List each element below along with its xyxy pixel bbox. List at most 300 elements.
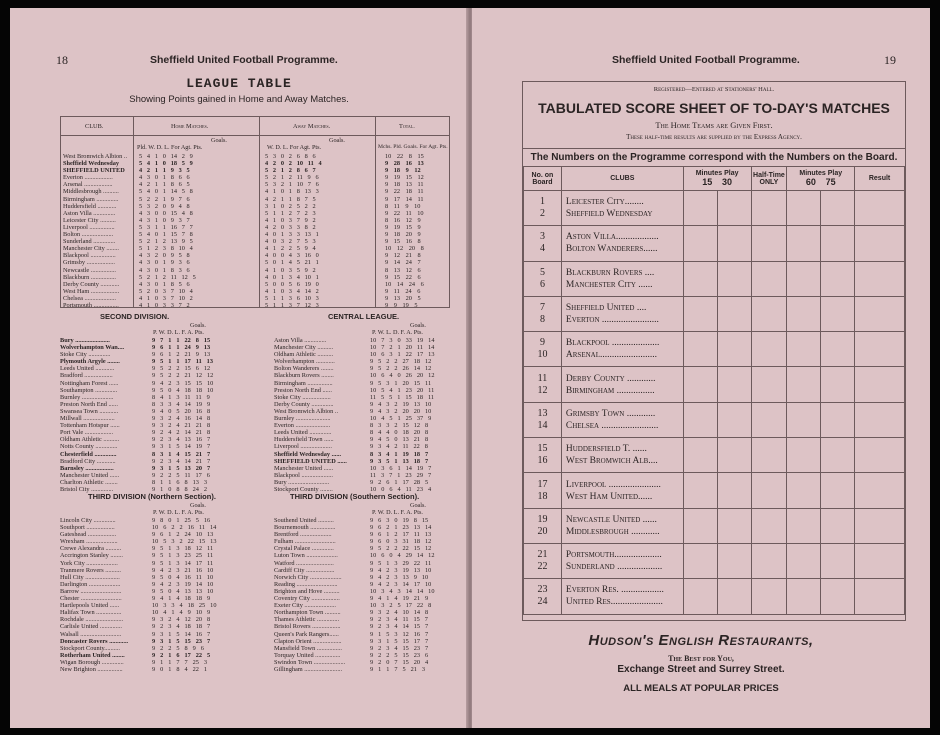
board-number-away: 24 [537, 596, 548, 608]
club-name: Reading .......................... [274, 580, 338, 588]
away-stats: 4 1 0 1 8 13 3 [265, 188, 319, 196]
home-stats: 5 3 2 0 9 4 8 [139, 202, 190, 210]
score-half-time[interactable] [751, 438, 787, 473]
score-half-time[interactable] [751, 543, 787, 578]
table-row [274, 645, 458, 652]
table-row [274, 631, 458, 638]
club-stats: 9 6 1 2 21 9 13 [152, 351, 211, 359]
match-row [524, 332, 905, 367]
club-stats: 9 3 1 5 13 20 7 [152, 464, 211, 472]
score-15[interactable] [683, 543, 717, 578]
score-15[interactable] [683, 438, 717, 473]
score-result[interactable] [855, 543, 905, 578]
club-name: Middlesbrough .......... [63, 188, 119, 196]
board-number-home: 21 [537, 549, 548, 561]
match-row [524, 438, 905, 473]
score-60[interactable] [787, 367, 821, 402]
score-15[interactable] [683, 261, 717, 296]
half-time-note: These half-time results are supplied by the Express Agency. [626, 133, 802, 141]
club-name: Southend United .......... [274, 517, 334, 524]
score-30[interactable] [717, 332, 751, 367]
club-stats: 11 3 7 1 23 29 7 [370, 471, 432, 479]
total-stats: 9 9 19 5 [385, 301, 418, 309]
score-60[interactable] [787, 508, 821, 543]
score-half-time[interactable] [751, 367, 787, 402]
table-row [274, 531, 458, 538]
table-row [63, 167, 447, 174]
away-club: Sunderland ................... [565, 562, 663, 573]
home-stats: 5 2 2 1 9 7 6 [139, 195, 190, 203]
match-clubs [561, 402, 683, 437]
away-stats: 4 0 0 4 3 16 0 [265, 252, 319, 260]
club-stats: 9 1 1 7 5 21 3 [370, 665, 426, 673]
league-table-rows [63, 153, 447, 309]
club-stats: 9 5 1 3 23 25 11 [152, 552, 214, 560]
club-name: Gillingham ........................ [274, 665, 343, 673]
away-club: Middlesbrough ............ [565, 526, 660, 537]
table-row [274, 638, 458, 645]
total-stats: 9 14 24 7 [385, 259, 421, 267]
score-15[interactable] [683, 402, 717, 437]
score-60[interactable] [787, 402, 821, 437]
club-stats: 9 5 2 2 26 14 12 [370, 365, 432, 373]
table-row [274, 595, 458, 602]
score-half-time[interactable] [751, 579, 787, 614]
score-60[interactable] [787, 261, 821, 296]
home-club: Aston Villa.................. [565, 232, 659, 243]
club-name: Wrexham .................... [60, 538, 118, 546]
club-name: Bournemouth ................ [274, 524, 336, 532]
table-row [60, 472, 258, 479]
club-stats: 9 4 1 4 18 18 9 [152, 595, 211, 603]
total-stats: 9 22 11 10 [385, 209, 424, 217]
table-row [274, 394, 458, 401]
third-north-rows [60, 517, 258, 673]
away-stats: 5 1 1 2 7 2 3 [265, 209, 316, 217]
running-head-right: Sheffield United Football Programme. [612, 54, 800, 66]
match-clubs [561, 332, 683, 367]
club-stats: 9 3 1 5 14 16 7 [152, 630, 211, 638]
header-away: Away Matches. [293, 123, 331, 130]
home-stats: 4 2 1 1 8 6 5 [139, 181, 190, 189]
total-stats: 9 19 15 9 [385, 223, 421, 231]
table-row [274, 623, 458, 630]
score-30[interactable] [717, 473, 751, 508]
second-division-rows [60, 337, 258, 493]
club-stats: 9 3 1 5 15 17 7 [370, 637, 429, 645]
total-cols-header: Mchs. Pld. Goals. For Agt. Pts. [378, 144, 448, 150]
score-half-time[interactable] [751, 473, 787, 508]
club-stats: 9 0 1 8 4 22 1 [152, 665, 208, 673]
club-stats: 10 5 3 2 22 15 13 [152, 538, 217, 546]
board-number-away: 20 [537, 525, 548, 537]
score-15[interactable] [683, 508, 717, 543]
board-numbers [524, 296, 562, 331]
score-half-time[interactable] [751, 332, 787, 367]
club-stats: 9 3 5 1 13 18 7 [370, 457, 429, 465]
table-row [60, 517, 258, 524]
score-15[interactable] [683, 367, 717, 402]
score-15[interactable] [683, 579, 717, 614]
home-club: Leicester City........ [565, 197, 644, 208]
club-name: Southampton .............. [60, 386, 118, 394]
score-75[interactable] [821, 332, 855, 367]
home-teams-note: The Home Teams are Given First. [655, 120, 773, 130]
away-stats: 5 2 1 2 11 9 6 [265, 174, 319, 182]
club-name: Barrow .......................... [60, 587, 122, 595]
away-stats: 4 0 3 2 7 5 3 [265, 238, 316, 246]
club-stats: 10 6 0 4 29 14 12 [370, 552, 435, 560]
score-60[interactable] [787, 191, 821, 226]
table-row [63, 295, 447, 302]
away-stats: 4 2 0 3 3 8 2 [265, 223, 316, 231]
match-row [524, 543, 905, 578]
table-row [60, 422, 258, 429]
central-league-rows [274, 337, 458, 493]
club-stats: 9 5 2 2 22 15 12 [370, 545, 432, 553]
club-stats: 9 5 1 3 14 17 11 [152, 559, 214, 567]
table-row [60, 443, 258, 450]
club-name: Plymouth Argyle ........ [60, 358, 120, 366]
club-name: Manchester City .......... [274, 344, 334, 352]
table-row [274, 422, 458, 429]
club-name: Leicester City .......... [63, 216, 116, 224]
home-stats: 5 4 1 0 18 5 9 [139, 160, 193, 168]
club-name: Charlton Athletic ........ [60, 478, 118, 486]
table-row [63, 153, 447, 160]
match-clubs [561, 296, 683, 331]
club-name: Chelsea .................... [63, 294, 116, 302]
board-number-away: 14 [537, 419, 548, 431]
club-name: Brentford .................... [274, 531, 332, 539]
board-number-away: 22 [537, 561, 548, 573]
table-row [274, 479, 458, 486]
club-stats: 10 3 6 1 14 19 7 [370, 464, 432, 472]
third-north-header: P. W. D. L. F. A. Pts. [153, 509, 204, 516]
score-75[interactable] [821, 296, 855, 331]
score-75[interactable] [821, 543, 855, 578]
score-result[interactable] [855, 261, 905, 296]
club-stats: 10 7 2 1 20 11 14 [370, 344, 435, 352]
home-club: Liverpool ...................... [565, 479, 661, 490]
club-name: Northampton Town .......... [274, 609, 341, 617]
board-number-away: 16 [537, 455, 548, 467]
header-home: Home Matches. [171, 123, 209, 130]
club-stats: 9 4 2 3 15 15 10 [152, 379, 214, 387]
score-60[interactable] [787, 473, 821, 508]
score-result[interactable] [855, 191, 905, 226]
score-30[interactable] [717, 543, 751, 578]
score-30[interactable] [717, 508, 751, 543]
header-clubs: CLUBS [561, 167, 683, 191]
board-number-home: 9 [539, 337, 545, 349]
away-stats: 5 3 2 1 10 7 6 [265, 181, 319, 189]
score-75[interactable] [821, 402, 855, 437]
table-row [63, 217, 447, 224]
table-row [60, 645, 258, 652]
header-half-time: Half-Time ONLY [751, 167, 787, 191]
score-75[interactable] [821, 261, 855, 296]
score-15[interactable] [683, 332, 717, 367]
club-stats: 9 5 0 4 16 11 10 [152, 573, 214, 581]
club-stats: 10 6 4 0 26 20 12 [370, 372, 435, 380]
match-row [524, 579, 905, 614]
score-30[interactable] [717, 367, 751, 402]
club-name: Bury ...................... [60, 337, 110, 344]
total-stats: 9 17 14 11 [385, 195, 424, 203]
score-15[interactable] [683, 191, 717, 226]
board-number-home: 11 [537, 372, 548, 384]
club-name: Derby County .............. [274, 400, 334, 408]
score-75[interactable] [821, 191, 855, 226]
score-result[interactable] [855, 296, 905, 331]
score-30[interactable] [717, 402, 751, 437]
score-30[interactable] [717, 191, 751, 226]
table-row [274, 351, 458, 358]
club-stats: 9 3 2 4 10 14 8 [370, 609, 429, 617]
table-row [63, 274, 447, 281]
score-result[interactable] [855, 226, 905, 261]
table-row [60, 479, 258, 486]
club-stats: 9 2 0 7 15 20 4 [370, 658, 429, 666]
board-numbers [524, 579, 562, 614]
board-number-home: 7 [539, 302, 545, 314]
club-name: Bristol Rovers .................. [274, 623, 341, 631]
score-30[interactable] [717, 261, 751, 296]
home-stats: 5 2 1 2 13 9 5 [139, 238, 193, 246]
club-name: Chester .......................... [60, 595, 122, 603]
club-name: Exeter City .................... [274, 602, 336, 610]
table-row [274, 415, 458, 422]
table-row [274, 517, 458, 524]
club-name: Sheffield Wednesday ...... [274, 450, 342, 458]
table-row [60, 652, 258, 659]
club-stats: 9 6 3 0 19 8 15 [370, 517, 429, 524]
away-club: Arsenal........................ [565, 350, 657, 361]
match-row [524, 191, 905, 226]
total-stats: 10 14 24 6 [385, 280, 424, 288]
away-stats: 5 2 1 2 8 6 7 [265, 167, 316, 175]
score-75[interactable] [821, 473, 855, 508]
club-name: Aston Villa .............. [274, 337, 327, 344]
score-result[interactable] [855, 367, 905, 402]
table-row [274, 560, 458, 567]
table-row [63, 302, 447, 309]
away-club: West Bromwich Alb.... [565, 456, 658, 467]
table-row [60, 595, 258, 602]
away-stats: 4 1 0 3 4 14 2 [265, 287, 319, 295]
club-name: Lincoln City .............. [60, 517, 116, 524]
home-club: Sheffield United .... [565, 303, 647, 314]
league-table-subtitle: Showing Points gained in Home and Away Matches. [129, 94, 349, 105]
club-stats: 9 4 5 0 13 21 8 [370, 436, 429, 444]
club-stats: 9 4 3 2 19 13 10 [370, 400, 432, 408]
match-clubs [561, 438, 683, 473]
club-name: SHEFFIELD UNITED [63, 167, 125, 175]
club-name: Darlington .................... [60, 580, 121, 588]
table-row [274, 659, 458, 666]
club-name: Huddersfield Town ...... [274, 436, 334, 444]
score-30[interactable] [717, 226, 751, 261]
table-row [60, 365, 258, 372]
score-half-time[interactable] [751, 261, 787, 296]
table-row [60, 666, 258, 673]
table-row [274, 458, 458, 465]
table-row [60, 609, 258, 616]
club-name: Tottenham Hotspur ...... [60, 422, 120, 430]
club-name: Coventry City .................. [274, 595, 340, 603]
score-60[interactable] [787, 332, 821, 367]
away-stats: 5 1 1 3 6 10 3 [265, 294, 319, 302]
score-60[interactable] [787, 438, 821, 473]
club-name: Wigan Borough .............. [60, 658, 124, 666]
home-club: Huddersfield T. ...... [565, 444, 647, 455]
score-30[interactable] [717, 296, 751, 331]
home-goals-label: Goals. [211, 137, 227, 144]
board-numbers [524, 473, 562, 508]
table-row [63, 196, 447, 203]
score-60[interactable] [787, 579, 821, 614]
table-row [60, 358, 258, 365]
match-clubs [561, 508, 683, 543]
home-stats: 4 3 0 1 8 3 6 [139, 266, 190, 274]
score-half-time[interactable] [751, 226, 787, 261]
club-name: Liverpool ................ [63, 223, 115, 231]
board-numbers [524, 508, 562, 543]
club-stats: 9 3 1 5 15 23 7 [152, 637, 211, 645]
score-half-time[interactable] [751, 508, 787, 543]
club-name: West Bromwich Albion .. [63, 153, 128, 160]
club-name: Swansea Town ............ [60, 407, 119, 415]
away-club: Bolton Wanderers...... [565, 244, 658, 255]
board-number-home: 15 [537, 443, 548, 455]
score-75[interactable] [821, 579, 855, 614]
away-club: United Res...................... [565, 597, 663, 608]
score-60[interactable] [787, 296, 821, 331]
league-table-title: LEAGUE TABLE [186, 76, 292, 91]
table-row [60, 465, 258, 472]
board-numbers [524, 261, 562, 296]
score-result[interactable] [855, 508, 905, 543]
board-number-home: 5 [539, 266, 545, 278]
score-15[interactable] [683, 226, 717, 261]
club-name: Crystal Palace .............. [274, 545, 334, 553]
table-row [60, 380, 258, 387]
club-name: Manchester United ...... [60, 471, 120, 479]
club-name: Wolverhampton Wan.... [60, 344, 125, 352]
score-result[interactable] [855, 438, 905, 473]
table-row [274, 567, 458, 574]
club-stats: 9 1 1 7 7 25 3 [152, 658, 208, 666]
club-name: Halifax Town ................ [60, 609, 122, 617]
score-result[interactable] [855, 332, 905, 367]
score-60[interactable] [787, 226, 821, 261]
club-name: Clapton Orient .................. [274, 637, 342, 645]
programme-spread [10, 8, 930, 728]
home-stats: 4 3 0 0 15 4 8 [139, 209, 193, 217]
club-name: Everton ...................... [274, 422, 331, 430]
score-result[interactable] [855, 402, 905, 437]
club-stats: 10 5 4 1 23 20 11 [370, 386, 435, 394]
score-half-time[interactable] [751, 191, 787, 226]
board-number-away: 6 [539, 278, 545, 290]
score-result[interactable] [855, 473, 905, 508]
club-name: Birmingham ................ [274, 379, 333, 387]
score-75[interactable] [821, 367, 855, 402]
club-name: Blackpool .................... [274, 471, 333, 479]
score-half-time[interactable] [751, 402, 787, 437]
match-row [524, 367, 905, 402]
club-name: Bristol City .............. [60, 485, 114, 493]
score-result[interactable] [855, 579, 905, 614]
board-number-away: 10 [537, 349, 548, 361]
table-row [60, 372, 258, 379]
score-15[interactable] [683, 296, 717, 331]
score-30[interactable] [717, 579, 751, 614]
score-75[interactable] [821, 438, 855, 473]
board-numbers [524, 438, 562, 473]
club-name: Portsmouth ................ [63, 301, 119, 309]
score-75[interactable] [821, 508, 855, 543]
score-60[interactable] [787, 543, 821, 578]
score-15[interactable] [683, 473, 717, 508]
club-stats: 9 2 3 4 14 15 7 [370, 623, 429, 631]
club-name: Luton Town .................... [274, 552, 338, 560]
table-row [274, 581, 458, 588]
club-name: Mansfield Town ................ [274, 644, 343, 652]
table-row [63, 252, 447, 259]
table-row [60, 631, 258, 638]
table-row [63, 259, 447, 266]
club-stats: 9 2 3 4 11 15 7 [370, 616, 428, 624]
club-stats: 9 2 4 2 14 21 8 [152, 429, 211, 437]
club-name: SHEFFIELD UNITED ...... [274, 457, 347, 465]
club-name: Wolverhampton ............ [274, 358, 335, 366]
score-grid [523, 166, 905, 615]
score-30[interactable] [717, 438, 751, 473]
club-stats: 10 3 3 4 18 25 10 [152, 602, 217, 610]
board-number-away: 2 [539, 208, 545, 220]
score-half-time[interactable] [751, 296, 787, 331]
table-row [274, 588, 458, 595]
club-name: Accrington Stanley ........ [60, 552, 123, 560]
total-stats: 8 13 12 6 [385, 266, 421, 274]
third-north-goals: Goals. [190, 502, 206, 509]
away-club: Birmingham ................ [565, 385, 655, 396]
club-stats: 9 5 0 4 18 18 10 [152, 386, 214, 394]
second-division-header: P. W. D. L. F. A. Pts. [153, 329, 204, 336]
club-stats: 9 3 4 2 11 22 8 [370, 443, 428, 451]
club-name: Huddersfield ............ [63, 202, 117, 210]
away-stats: 4 1 0 3 5 9 2 [265, 266, 316, 274]
score-75[interactable] [821, 226, 855, 261]
club-stats: 9 6 1 1 24 9 13 [152, 344, 211, 352]
league-table-header-band [61, 117, 449, 136]
match-row [524, 508, 905, 543]
table-row [60, 344, 258, 351]
total-stats: 9 28 16 13 [385, 160, 424, 168]
registered-notice: Registered—Entered at Stationers' Hall. [653, 86, 775, 93]
third-south-title: THIRD DIVISION (Southern Section). [290, 492, 420, 501]
club-name: Norwich City .................... [274, 573, 342, 581]
total-stats: 9 15 22 6 [385, 273, 421, 281]
away-club: Sheffield Wednesday [565, 209, 653, 220]
club-name: Burnley .................... [60, 393, 114, 401]
club-stats: 9 3 2 4 21 21 8 [152, 422, 211, 430]
club-stats: 9 8 0 1 25 5 16 [152, 517, 211, 524]
club-stats: 8 3 3 4 14 19 9 [152, 400, 211, 408]
club-stats: 9 4 3 2 20 20 10 [370, 407, 432, 415]
